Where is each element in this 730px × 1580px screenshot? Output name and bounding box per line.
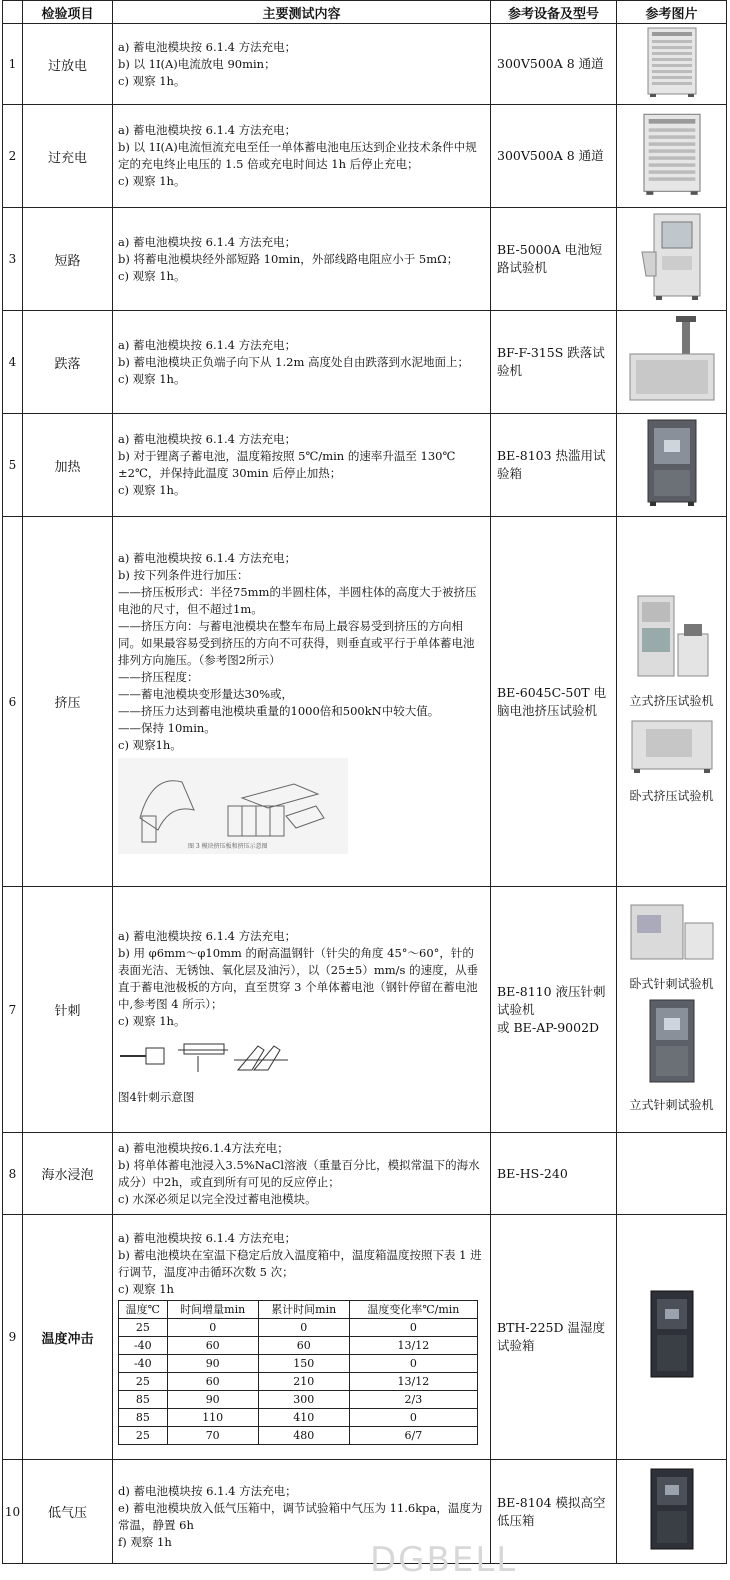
equipment-image	[617, 517, 727, 887]
picture-label: 卧式针刺试验机	[629, 976, 714, 991]
content-line: c) 观察 1h。	[118, 174, 186, 188]
test-content	[113, 311, 491, 414]
table-cell: 85	[119, 1390, 168, 1408]
horizontal-nail-tester-image	[625, 901, 719, 965]
column-header: 时间增量min	[167, 1300, 258, 1318]
content-line: b) 按下列条件进行加压：	[118, 567, 249, 582]
vertical-crush-tester-image	[628, 594, 716, 682]
content-line: a) 蓄电池模块按 6.1.4 方法充电；	[118, 1230, 297, 1245]
content-line: b) 对于锂离子蓄电池，温度箱按照 5℃/min 的速率升温至 130℃±2℃，并保持此温度 30min 后停止加热；	[118, 449, 456, 480]
table-cell: 0	[349, 1354, 477, 1372]
content-line: ——挤压程度：	[118, 669, 199, 684]
low-pressure-chamber-image	[647, 1467, 697, 1553]
table-cell: 480	[258, 1426, 349, 1444]
content-line: c) 观察 1h。	[118, 268, 186, 283]
equipment-image	[617, 414, 727, 517]
equipment-model: BE-HS-240	[491, 1133, 617, 1215]
content-line: c) 观察 1h。	[118, 73, 186, 88]
horizontal-crush-tester-image	[626, 715, 718, 777]
table-cell: 0	[349, 1318, 477, 1336]
row-number: 5	[3, 414, 23, 517]
test-item: 跌落	[23, 311, 113, 414]
content-line: a) 蓄电池模块按 6.1.4 方法充电；	[118, 550, 297, 565]
content-line: b) 以 1I(A)电流放电 90min；	[118, 56, 276, 71]
content-line: b) 蓄电池模块在室温下稳定后放入温度箱中，温度箱温度按照下表 1 进行调节，温度冲击循环次数 5 次；	[118, 1247, 482, 1279]
temperature-cycle-table	[118, 1300, 478, 1445]
test-item: 过充电	[23, 105, 113, 208]
test-content	[113, 1215, 491, 1460]
table-cell: 410	[258, 1408, 349, 1426]
table-row	[3, 311, 727, 414]
equipment-image	[617, 208, 727, 311]
table-cell: 60	[258, 1336, 349, 1354]
content-line: c) 水深必须足以完全没过蓄电池模块。	[118, 1191, 317, 1206]
header-picture: 参考图片	[617, 1, 727, 24]
table-row	[119, 1372, 478, 1390]
row-number: 9	[3, 1215, 23, 1460]
row-number: 6	[3, 517, 23, 887]
table-cell: -40	[119, 1354, 168, 1372]
row-number: 4	[3, 311, 23, 414]
equipment-model: BF-F-315S 跌落试验机	[491, 311, 617, 414]
test-content	[113, 517, 491, 887]
content-line: b) 蓄电池模块正负端子向下从 1.2m 高度处自由跌落到水泥地面上；	[118, 354, 470, 369]
table-row	[3, 414, 727, 517]
crush-plate-sketch	[118, 758, 348, 854]
watermark: DGBELL	[370, 1540, 518, 1580]
table-row	[3, 105, 727, 208]
test-content	[113, 105, 491, 208]
content-line: a) 蓄电池模块按 6.1.4 方法充电；	[118, 123, 297, 137]
content-line: c) 观察 1h。	[118, 371, 186, 386]
equipment-line: 或 BE-AP-9002D	[497, 1019, 600, 1035]
row-number: 3	[3, 208, 23, 311]
test-content	[113, 887, 491, 1133]
equipment-image	[617, 1133, 727, 1215]
nail-diagram	[118, 1036, 485, 1106]
charger-cabinet-image	[639, 112, 705, 196]
content-line: b) 以 1I(A)电流恒流充电至任一单体蓄电池电压达到企业技术条件中规定的充电终止电压的 1.5 倍或充电时间达 1h 后停止充电；	[118, 140, 477, 171]
equipment-image	[617, 311, 727, 414]
table-row	[119, 1390, 478, 1408]
content-line: a) 蓄电池模块按 6.1.4 方法充电；	[118, 337, 297, 352]
content-line: f) 观察 1h	[118, 1534, 172, 1549]
table-row	[3, 24, 727, 105]
table-header-row	[119, 1300, 478, 1318]
equipment-model: BE-8104 模拟高空低压箱	[491, 1460, 617, 1564]
table-row	[119, 1426, 478, 1444]
table-cell: 110	[167, 1408, 258, 1426]
content-line: a) 蓄电池模块按 6.1.4 方法充电；	[118, 432, 297, 446]
column-header: 温度℃	[119, 1300, 168, 1318]
column-header: 温度变化率℃/min	[349, 1300, 477, 1318]
equipment-image	[617, 1460, 727, 1564]
table-row	[119, 1354, 478, 1372]
equipment-model: BE-6045C-50T 电脑电池挤压试验机	[491, 517, 617, 887]
test-item: 温度冲击	[23, 1215, 113, 1460]
content-line: ——挤压板形式：半径75mm的半圆柱体，半圆柱体的高度大于被挤压电池的尺寸，但不超过1m。	[118, 584, 477, 616]
equipment-image	[617, 1215, 727, 1460]
drop-tester-image	[624, 314, 720, 406]
table-cell: 90	[167, 1390, 258, 1408]
table-cell: 90	[167, 1354, 258, 1372]
picture-label: 立式挤压试验机	[629, 693, 714, 708]
content-line: c) 观察 1h。	[118, 1013, 186, 1028]
equipment-image	[617, 24, 727, 105]
equipment-model	[491, 887, 617, 1133]
row-number: 7	[3, 887, 23, 1133]
equipment-model: 300V500A 8 通道	[491, 24, 617, 105]
table-cell: 2/3	[349, 1390, 477, 1408]
thermal-chamber-image	[642, 418, 702, 508]
table-cell: 13/12	[349, 1372, 477, 1390]
equipment-model: 300V500A 8 通道	[491, 105, 617, 208]
table-cell: 25	[119, 1426, 168, 1444]
table-cell: 60	[167, 1372, 258, 1390]
equipment-line: BE-8110 液压针刺试验机	[497, 983, 606, 1017]
content-line: d) 蓄电池模块按 6.1.4 方法充电；	[118, 1483, 297, 1498]
content-line: c) 观察 1h。	[118, 483, 186, 497]
header-test-content: 主要测试内容	[113, 1, 491, 24]
content-line: b) 用 φ6mm～φ10mm 的耐高温钢针（针尖的角度 45°～60°，针的表面光洁、无锈蚀、氧化层及油污），以（25±5）mm/s 的速度，从垂直于蓄电池极板的方向，直至贯穿 3 个单体蓄电池（钢针停留在蓄电池中,参考图 4 所示）；	[118, 945, 479, 1011]
table-cell: 25	[119, 1318, 168, 1336]
table-row	[119, 1336, 478, 1354]
crush-diagram	[118, 758, 348, 854]
table-cell: 6/7	[349, 1426, 477, 1444]
test-item: 加热	[23, 414, 113, 517]
short-circuit-tester-image	[640, 212, 704, 302]
equipment-model: BE-5000A 电池短路试验机	[491, 208, 617, 311]
table-row	[3, 1133, 727, 1215]
table-cell: 0	[349, 1408, 477, 1426]
table-cell: 13/12	[349, 1336, 477, 1354]
test-content	[113, 24, 491, 105]
row-number: 2	[3, 105, 23, 208]
table-row	[3, 1215, 727, 1460]
figure-caption: 图 3 模块挤压板和挤压示意图	[188, 842, 268, 850]
content-line: a) 蓄电池模块按6.1.4方法充电；	[118, 1140, 289, 1155]
test-item: 过放电	[23, 24, 113, 105]
table-cell: 85	[119, 1408, 168, 1426]
vertical-nail-tester-image	[642, 998, 702, 1086]
row-number: 8	[3, 1133, 23, 1215]
content-line: a) 蓄电池模块按 6.1.4 方法充电；	[118, 234, 297, 249]
table-cell: 60	[167, 1336, 258, 1354]
equipment-image	[617, 105, 727, 208]
equipment-image	[617, 887, 727, 1133]
figure-caption: 图4针刺示意图	[118, 1089, 195, 1104]
content-line: e) 蓄电池模块放入低气压箱中，调节试验箱中气压为 11.6kpa，温度为常温，静置 6h	[118, 1500, 483, 1532]
charger-cabinet-image	[644, 26, 700, 98]
table-cell: 150	[258, 1354, 349, 1372]
test-item: 针刺	[23, 887, 113, 1133]
test-item: 海水浸泡	[23, 1133, 113, 1215]
table-cell: 70	[167, 1426, 258, 1444]
header-number	[3, 1, 23, 24]
temperature-chamber-image	[647, 1289, 697, 1381]
test-content	[113, 1133, 491, 1215]
table-cell: 300	[258, 1390, 349, 1408]
content-line: b) 将蓄电池模块经外部短路 10min，外部线路电阻应小于 5mΩ；	[118, 251, 459, 266]
test-content	[113, 414, 491, 517]
table-row	[3, 1460, 727, 1564]
table-row	[119, 1318, 478, 1336]
equipment-model: BE-8103 热滥用试验箱	[491, 414, 617, 517]
test-item: 挤压	[23, 517, 113, 887]
table-row	[3, 208, 727, 311]
table-cell: 210	[258, 1372, 349, 1390]
row-number: 10	[3, 1460, 23, 1564]
nail-penetration-sketch	[118, 1036, 318, 1080]
row-number: 1	[3, 24, 23, 105]
column-header: 累计时间min	[258, 1300, 349, 1318]
test-item: 短路	[23, 208, 113, 311]
content-line: c) 观察 1h	[118, 1281, 174, 1296]
header-equipment: 参考设备及型号	[491, 1, 617, 24]
test-standards-table	[2, 0, 727, 1564]
table-row	[3, 517, 727, 887]
content-line: ——保持 10min。	[118, 720, 216, 735]
content-line: ——蓄电池模块变形量达30%或，	[118, 686, 294, 701]
table-cell: -40	[119, 1336, 168, 1354]
content-line: ——挤压力达到蓄电池模块重量的1000倍和500kN中较大值。	[118, 703, 440, 718]
table-cell: 25	[119, 1372, 168, 1390]
table-row	[3, 887, 727, 1133]
equipment-model: BTH-225D 温湿度试验箱	[491, 1215, 617, 1460]
table-cell: 0	[167, 1318, 258, 1336]
content-line: ——挤压方向：与蓄电池模块在整车布局上最容易受到挤压的方向相同。如果最容易受到挤压的方向不可获得，则垂直或平行于单体蓄电池排列方向施压。（参考图2所示）	[118, 618, 475, 667]
picture-label: 卧式挤压试验机	[629, 788, 714, 803]
table-cell: 0	[258, 1318, 349, 1336]
content-line: b) 将单体蓄电池浸入3.5%NaCl溶液（重量百分比，模拟常温下的海水成分）中2h，或直到所有可见的反应停止；	[118, 1157, 480, 1189]
test-content	[113, 208, 491, 311]
table-row	[119, 1408, 478, 1426]
test-item: 低气压	[23, 1460, 113, 1564]
content-line: a) 蓄电池模块按 6.1.4 方法充电；	[118, 928, 297, 943]
content-line: a) 蓄电池模块按 6.1.4 方法充电；	[118, 39, 297, 54]
picture-label: 立式针刺试验机	[629, 1097, 714, 1112]
content-line: c) 观察1h。	[118, 737, 182, 752]
header-test-item: 检验项目	[23, 1, 113, 24]
